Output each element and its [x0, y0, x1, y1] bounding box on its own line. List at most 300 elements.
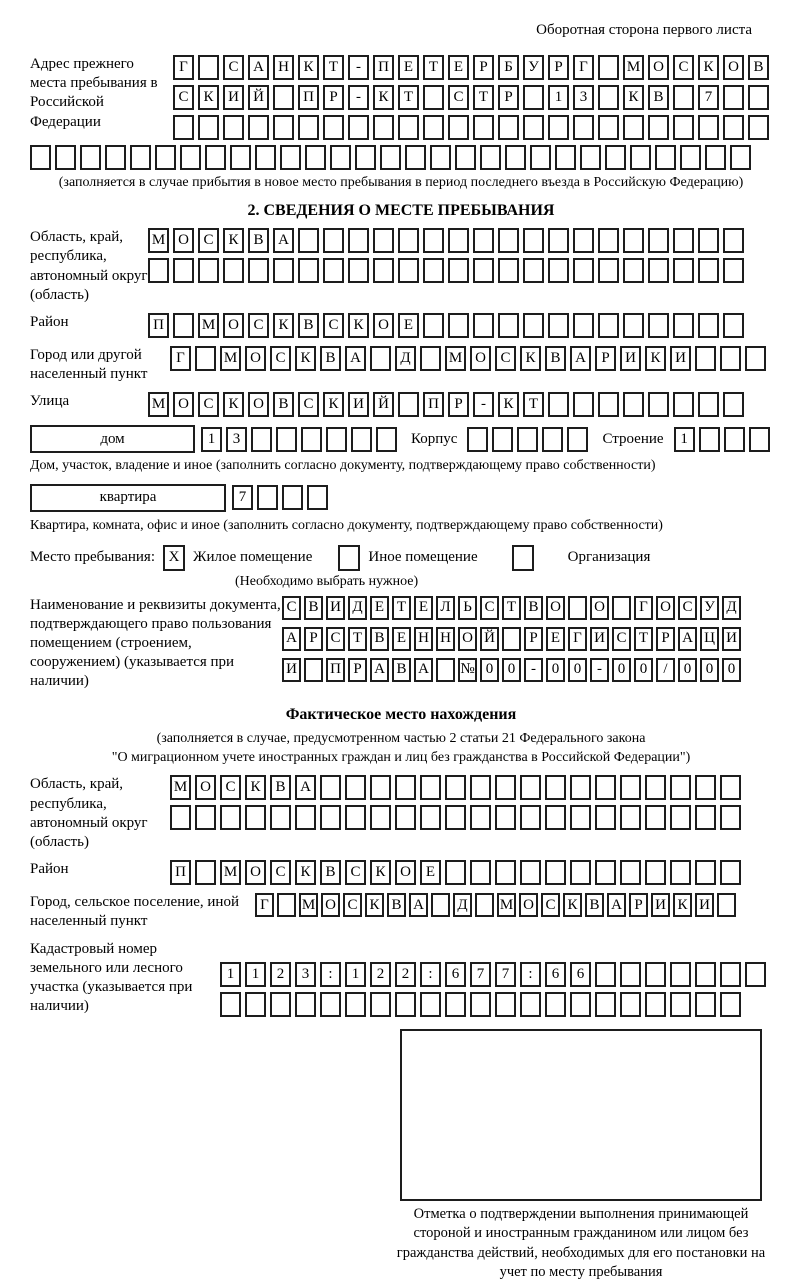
form-cell[interactable]	[307, 485, 328, 510]
form-cell[interactable]: 1	[345, 962, 366, 987]
form-cell[interactable]: М	[623, 55, 644, 80]
form-cell[interactable]: С	[448, 85, 469, 110]
form-cell[interactable]	[748, 115, 769, 140]
form-cell[interactable]	[570, 992, 591, 1017]
form-cell[interactable]	[398, 115, 419, 140]
form-cell[interactable]: 6	[570, 962, 591, 987]
form-cell[interactable]: А	[370, 658, 389, 682]
form-cell[interactable]: -	[524, 658, 543, 682]
form-cell[interactable]: Т	[323, 55, 344, 80]
form-cell[interactable]	[473, 115, 494, 140]
form-cell[interactable]: К	[223, 392, 244, 417]
form-cell[interactable]	[198, 55, 219, 80]
form-cell[interactable]	[573, 258, 594, 283]
form-cell[interactable]: Р	[323, 85, 344, 110]
form-cell[interactable]	[548, 258, 569, 283]
form-cell[interactable]	[295, 992, 316, 1017]
form-cell[interactable]	[648, 313, 669, 338]
form-cell[interactable]: С	[173, 85, 194, 110]
form-cell[interactable]	[620, 775, 641, 800]
form-cell[interactable]: С	[345, 860, 366, 885]
form-cell[interactable]	[280, 145, 301, 170]
form-cell[interactable]	[423, 85, 444, 110]
form-cell[interactable]	[320, 992, 341, 1017]
form-cell[interactable]: П	[148, 313, 169, 338]
form-cell[interactable]: Т	[502, 596, 521, 620]
form-cell[interactable]	[598, 392, 619, 417]
form-cell[interactable]	[230, 145, 251, 170]
form-cell[interactable]	[320, 775, 341, 800]
form-cell[interactable]	[648, 258, 669, 283]
form-cell[interactable]: -	[348, 55, 369, 80]
form-cell[interactable]: К	[645, 346, 666, 371]
form-cell[interactable]	[398, 228, 419, 253]
form-cell[interactable]	[220, 992, 241, 1017]
form-cell[interactable]	[595, 962, 616, 987]
form-cell[interactable]: И	[670, 346, 691, 371]
form-cell[interactable]	[475, 893, 494, 917]
form-cell[interactable]: В	[320, 860, 341, 885]
form-cell[interactable]	[373, 115, 394, 140]
form-cell[interactable]: С	[298, 392, 319, 417]
form-cell[interactable]	[568, 596, 587, 620]
form-cell[interactable]	[595, 992, 616, 1017]
form-cell[interactable]	[598, 313, 619, 338]
form-cell[interactable]	[326, 427, 347, 452]
form-cell[interactable]	[545, 805, 566, 830]
form-cell[interactable]: 2	[395, 962, 416, 987]
form-cell[interactable]	[655, 145, 676, 170]
form-cell[interactable]	[276, 427, 297, 452]
form-cell[interactable]: А	[295, 775, 316, 800]
form-cell[interactable]	[520, 805, 541, 830]
form-cell[interactable]	[470, 992, 491, 1017]
form-cell[interactable]: И	[620, 346, 641, 371]
form-cell[interactable]: П	[170, 860, 191, 885]
form-cell[interactable]	[295, 805, 316, 830]
form-cell[interactable]: И	[651, 893, 670, 917]
form-cell[interactable]	[612, 596, 631, 620]
form-cell[interactable]: Т	[523, 392, 544, 417]
form-cell[interactable]: Н	[436, 627, 455, 651]
form-cell[interactable]: 0	[722, 658, 741, 682]
form-cell[interactable]: С	[270, 346, 291, 371]
form-cell[interactable]	[620, 992, 641, 1017]
form-cell[interactable]	[495, 992, 516, 1017]
form-cell[interactable]	[548, 392, 569, 417]
form-cell[interactable]	[395, 805, 416, 830]
form-cell[interactable]	[445, 805, 466, 830]
form-cell[interactable]: М	[497, 893, 516, 917]
form-cell[interactable]	[430, 145, 451, 170]
form-cell[interactable]	[598, 85, 619, 110]
form-cell[interactable]	[376, 427, 397, 452]
form-cell[interactable]	[436, 658, 455, 682]
form-cell[interactable]	[420, 775, 441, 800]
form-cell[interactable]	[492, 427, 513, 452]
form-cell[interactable]	[480, 145, 501, 170]
form-cell[interactable]: П	[326, 658, 345, 682]
form-cell[interactable]: П	[298, 85, 319, 110]
form-cell[interactable]: /	[656, 658, 675, 682]
form-cell[interactable]	[705, 145, 726, 170]
form-cell[interactable]: В	[304, 596, 323, 620]
form-cell[interactable]: 3	[295, 962, 316, 987]
form-cell[interactable]: А	[345, 346, 366, 371]
form-cell[interactable]	[498, 228, 519, 253]
form-cell[interactable]: Д	[453, 893, 472, 917]
form-cell[interactable]: :	[320, 962, 341, 987]
form-cell[interactable]	[301, 427, 322, 452]
form-cell[interactable]: О	[458, 627, 477, 651]
form-cell[interactable]	[305, 145, 326, 170]
form-cell[interactable]	[720, 992, 741, 1017]
form-cell[interactable]	[745, 962, 766, 987]
form-cell[interactable]	[298, 228, 319, 253]
form-cell[interactable]: К	[295, 860, 316, 885]
form-cell[interactable]: Ц	[700, 627, 719, 651]
form-cell[interactable]	[648, 228, 669, 253]
form-cell[interactable]	[498, 313, 519, 338]
form-cell[interactable]	[648, 392, 669, 417]
form-cell[interactable]: С	[223, 55, 244, 80]
form-cell[interactable]	[420, 805, 441, 830]
form-cell[interactable]: О	[223, 313, 244, 338]
form-cell[interactable]	[448, 313, 469, 338]
form-cell[interactable]	[723, 258, 744, 283]
form-cell[interactable]	[248, 115, 269, 140]
form-cell[interactable]: У	[700, 596, 719, 620]
form-cell[interactable]: С	[673, 55, 694, 80]
form-cell[interactable]	[548, 313, 569, 338]
form-cell[interactable]: 2	[270, 962, 291, 987]
form-cell[interactable]	[673, 85, 694, 110]
form-cell[interactable]: :	[420, 962, 441, 987]
form-cell[interactable]	[698, 313, 719, 338]
form-cell[interactable]: Т	[398, 85, 419, 110]
form-cell[interactable]: М	[299, 893, 318, 917]
form-cell[interactable]	[405, 145, 426, 170]
form-cell[interactable]	[545, 775, 566, 800]
form-cell[interactable]: В	[270, 775, 291, 800]
form-cell[interactable]: О	[648, 55, 669, 80]
form-cell[interactable]	[323, 115, 344, 140]
form-cell[interactable]: К	[673, 893, 692, 917]
form-cell[interactable]	[473, 258, 494, 283]
form-cell[interactable]	[248, 258, 269, 283]
form-cell[interactable]	[320, 805, 341, 830]
form-cell[interactable]: Р	[595, 346, 616, 371]
form-cell[interactable]	[270, 992, 291, 1017]
form-cell[interactable]: Т	[348, 627, 367, 651]
form-cell[interactable]	[445, 860, 466, 885]
form-cell[interactable]: -	[348, 85, 369, 110]
form-cell[interactable]	[595, 805, 616, 830]
form-cell[interactable]	[373, 258, 394, 283]
form-cell[interactable]: К	[245, 775, 266, 800]
form-cell[interactable]: 1	[220, 962, 241, 987]
form-cell[interactable]: -	[590, 658, 609, 682]
form-cell[interactable]: Р	[629, 893, 648, 917]
form-cell[interactable]	[282, 485, 303, 510]
form-cell[interactable]	[173, 313, 194, 338]
form-cell[interactable]: Г	[173, 55, 194, 80]
form-cell[interactable]: А	[678, 627, 697, 651]
form-cell[interactable]: М	[170, 775, 191, 800]
form-cell[interactable]	[598, 258, 619, 283]
form-cell[interactable]: В	[273, 392, 294, 417]
form-cell[interactable]	[455, 145, 476, 170]
form-cell[interactable]	[645, 805, 666, 830]
form-cell[interactable]	[695, 992, 716, 1017]
form-cell[interactable]: Д	[348, 596, 367, 620]
form-cell[interactable]: В	[370, 627, 389, 651]
form-cell[interactable]: О	[723, 55, 744, 80]
form-cell[interactable]	[277, 893, 296, 917]
form-cell[interactable]	[448, 228, 469, 253]
form-cell[interactable]	[348, 258, 369, 283]
form-cell[interactable]	[630, 145, 651, 170]
form-cell[interactable]	[473, 228, 494, 253]
form-cell[interactable]	[673, 313, 694, 338]
form-cell[interactable]	[180, 145, 201, 170]
form-cell[interactable]: 0	[612, 658, 631, 682]
form-cell[interactable]	[720, 962, 741, 987]
form-cell[interactable]	[448, 115, 469, 140]
form-cell[interactable]: Г	[170, 346, 191, 371]
form-cell[interactable]: А	[273, 228, 294, 253]
form-cell[interactable]	[520, 775, 541, 800]
form-cell[interactable]: О	[519, 893, 538, 917]
form-cell[interactable]: К	[295, 346, 316, 371]
form-cell[interactable]: В	[524, 596, 543, 620]
form-cell[interactable]: Р	[348, 658, 367, 682]
form-cell[interactable]	[548, 115, 569, 140]
form-cell[interactable]: Г	[573, 55, 594, 80]
form-cell[interactable]	[195, 805, 216, 830]
form-cell[interactable]: В	[392, 658, 411, 682]
form-cell[interactable]: Т	[634, 627, 653, 651]
form-cell[interactable]	[298, 258, 319, 283]
form-cell[interactable]	[723, 313, 744, 338]
form-cell[interactable]: О	[245, 346, 266, 371]
form-cell[interactable]	[695, 775, 716, 800]
form-cell[interactable]	[370, 775, 391, 800]
form-cell[interactable]: 1	[245, 962, 266, 987]
form-cell[interactable]	[502, 627, 521, 651]
form-cell[interactable]	[695, 860, 716, 885]
form-cell[interactable]: С	[270, 860, 291, 885]
form-cell[interactable]: И	[282, 658, 301, 682]
form-cell[interactable]	[445, 992, 466, 1017]
form-cell[interactable]: 1	[674, 427, 695, 452]
form-cell[interactable]	[423, 313, 444, 338]
form-cell[interactable]: Е	[414, 596, 433, 620]
form-cell[interactable]	[520, 992, 541, 1017]
form-cell[interactable]	[445, 775, 466, 800]
form-cell[interactable]: С	[248, 313, 269, 338]
form-cell[interactable]: Н	[273, 55, 294, 80]
form-cell[interactable]	[748, 85, 769, 110]
form-cell[interactable]	[670, 775, 691, 800]
form-cell[interactable]: 3	[226, 427, 247, 452]
form-cell[interactable]: 0	[700, 658, 719, 682]
form-cell[interactable]	[323, 228, 344, 253]
form-cell[interactable]	[370, 346, 391, 371]
form-cell[interactable]	[517, 427, 538, 452]
form-cell[interactable]	[498, 115, 519, 140]
form-cell[interactable]	[530, 145, 551, 170]
form-cell[interactable]	[220, 805, 241, 830]
form-cell[interactable]	[673, 258, 694, 283]
form-cell[interactable]: Л	[436, 596, 455, 620]
form-cell[interactable]: -	[473, 392, 494, 417]
form-cell[interactable]: В	[748, 55, 769, 80]
form-cell[interactable]: А	[570, 346, 591, 371]
form-cell[interactable]: К	[348, 313, 369, 338]
form-cell[interactable]: Е	[546, 627, 565, 651]
form-cell[interactable]: А	[248, 55, 269, 80]
form-cell[interactable]: К	[365, 893, 384, 917]
form-cell[interactable]	[223, 258, 244, 283]
form-cell[interactable]: С	[220, 775, 241, 800]
form-cell[interactable]: Е	[398, 55, 419, 80]
form-cell[interactable]: М	[148, 228, 169, 253]
form-cell[interactable]	[724, 427, 745, 452]
form-cell[interactable]	[505, 145, 526, 170]
form-cell[interactable]: 2	[370, 962, 391, 987]
form-cell[interactable]	[698, 228, 719, 253]
form-cell[interactable]	[395, 992, 416, 1017]
form-cell[interactable]	[173, 258, 194, 283]
form-cell[interactable]	[723, 85, 744, 110]
form-cell[interactable]: :	[520, 962, 541, 987]
form-cell[interactable]: 1	[548, 85, 569, 110]
form-cell[interactable]	[570, 805, 591, 830]
form-cell[interactable]	[598, 55, 619, 80]
checkbox-living[interactable]: X	[163, 545, 185, 571]
form-cell[interactable]	[423, 228, 444, 253]
form-cell[interactable]: К	[520, 346, 541, 371]
form-cell[interactable]	[498, 258, 519, 283]
form-cell[interactable]	[623, 258, 644, 283]
form-cell[interactable]: С	[198, 392, 219, 417]
form-cell[interactable]: Й	[248, 85, 269, 110]
form-cell[interactable]	[195, 860, 216, 885]
form-cell[interactable]	[749, 427, 770, 452]
form-cell[interactable]: Г	[634, 596, 653, 620]
form-cell[interactable]	[570, 775, 591, 800]
form-cell[interactable]: В	[585, 893, 604, 917]
form-cell[interactable]	[648, 115, 669, 140]
form-cell[interactable]	[598, 228, 619, 253]
form-cell[interactable]: Й	[480, 627, 499, 651]
form-cell[interactable]	[330, 145, 351, 170]
form-cell[interactable]	[467, 427, 488, 452]
form-cell[interactable]	[273, 258, 294, 283]
form-cell[interactable]: О	[173, 392, 194, 417]
form-cell[interactable]	[645, 860, 666, 885]
form-cell[interactable]: А	[409, 893, 428, 917]
form-cell[interactable]: 0	[546, 658, 565, 682]
form-cell[interactable]	[55, 145, 76, 170]
form-cell[interactable]	[273, 85, 294, 110]
form-cell[interactable]	[495, 860, 516, 885]
form-cell[interactable]	[380, 145, 401, 170]
form-cell[interactable]	[680, 145, 701, 170]
form-cell[interactable]	[598, 115, 619, 140]
form-cell[interactable]	[745, 346, 766, 371]
form-cell[interactable]	[698, 115, 719, 140]
form-cell[interactable]: Й	[373, 392, 394, 417]
form-cell[interactable]: 0	[502, 658, 521, 682]
form-cell[interactable]	[470, 860, 491, 885]
form-cell[interactable]: И	[223, 85, 244, 110]
form-cell[interactable]	[205, 145, 226, 170]
form-cell[interactable]	[155, 145, 176, 170]
form-cell[interactable]: П	[373, 55, 394, 80]
form-cell[interactable]: В	[248, 228, 269, 253]
form-cell[interactable]: Р	[548, 55, 569, 80]
form-cell[interactable]	[251, 427, 272, 452]
form-cell[interactable]: 0	[634, 658, 653, 682]
form-cell[interactable]: Д	[722, 596, 741, 620]
form-cell[interactable]: Н	[414, 627, 433, 651]
form-cell[interactable]	[395, 775, 416, 800]
form-cell[interactable]	[645, 992, 666, 1017]
form-cell[interactable]	[698, 258, 719, 283]
form-cell[interactable]: 0	[568, 658, 587, 682]
form-cell[interactable]: 3	[573, 85, 594, 110]
form-cell[interactable]	[348, 115, 369, 140]
form-cell[interactable]: В	[320, 346, 341, 371]
form-cell[interactable]	[570, 860, 591, 885]
form-cell[interactable]: О	[173, 228, 194, 253]
form-cell[interactable]	[80, 145, 101, 170]
form-cell[interactable]	[573, 228, 594, 253]
form-cell[interactable]: Е	[392, 627, 411, 651]
form-cell[interactable]: О	[321, 893, 340, 917]
form-cell[interactable]	[695, 346, 716, 371]
form-cell[interactable]: К	[563, 893, 582, 917]
form-cell[interactable]: Е	[398, 313, 419, 338]
form-cell[interactable]: Т	[473, 85, 494, 110]
form-cell[interactable]: №	[458, 658, 477, 682]
form-cell[interactable]	[257, 485, 278, 510]
form-cell[interactable]	[673, 392, 694, 417]
form-cell[interactable]: В	[387, 893, 406, 917]
form-cell[interactable]: Р	[473, 55, 494, 80]
form-cell[interactable]: Р	[448, 392, 469, 417]
form-cell[interactable]	[398, 392, 419, 417]
form-cell[interactable]	[520, 860, 541, 885]
form-cell[interactable]: Е	[370, 596, 389, 620]
form-cell[interactable]: Т	[423, 55, 444, 80]
form-cell[interactable]	[355, 145, 376, 170]
form-cell[interactable]	[270, 805, 291, 830]
form-cell[interactable]: Р	[498, 85, 519, 110]
form-cell[interactable]: С	[678, 596, 697, 620]
form-cell[interactable]: Р	[656, 627, 675, 651]
form-cell[interactable]	[298, 115, 319, 140]
form-cell[interactable]	[423, 258, 444, 283]
form-cell[interactable]: Д	[395, 346, 416, 371]
form-cell[interactable]	[545, 992, 566, 1017]
form-cell[interactable]	[345, 805, 366, 830]
form-cell[interactable]: Е	[448, 55, 469, 80]
form-cell[interactable]: А	[414, 658, 433, 682]
form-cell[interactable]: 6	[445, 962, 466, 987]
